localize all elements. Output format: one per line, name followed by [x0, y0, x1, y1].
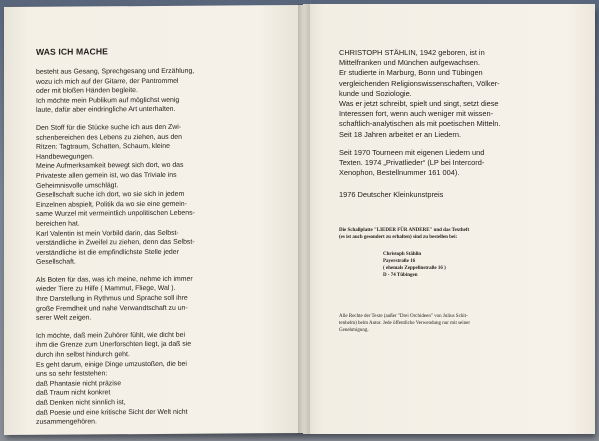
order-info: Die Schallplatte "LIEDER FÜR ANDERE" und das Textheft (es ist auch gesondert zu erhalten) sind zu bestellen bei: [339, 227, 470, 240]
right-page [303, 4, 595, 434]
paragraph-listener: Ich möchte, daß mein Zuhörer fühlt, wie dicht bei ihm die Grenze zum Unerforschten liegt, ja daß sie durch ihn selbst hindurch geht. Es geht darum, einige Dinge umzustoßen, die bei uns so sehr feststehen: daß Phantasie nicht präzise daß Traum nicht konkret daß Denken nicht sinnlich ist, daß Poesie und eine kritische Sicht der Welt nicht zusammengehören. [36, 331, 192, 427]
tours-paragraph: Seit 1970 Tourneen mit eigenen Liedern und Texten. 1974 „Privatlieder“ (LP bei Intercord- Xenophon, Bestellnummer 161 004). [339, 147, 485, 178]
section-heading: WAS ICH MACHE [36, 46, 108, 57]
rights-notice: Alle Rechte der Texte (außer "Drei Orchideen" von Julius Schit- tenhelm) beim Autor. Jede öffentliche Verwendung nur mit seiner Genehmigung. [339, 313, 471, 333]
paragraph-intro: besteht aus Gesang, Sprechgesang und Erzählung, wozu ich mich auf der Gitarre, der Pantrommel oder mit bloßen Händen begleite. Ich möchte mein Publikum auf möglichst wenig laute, dafür aber eindringliche Art unterhalten. [36, 67, 195, 115]
award-line: 1976 Deutscher Kleinkunstpreis [339, 190, 444, 200]
paragraph-animals: Als Boten für das, was ich meine, nehme ich immer wieder Tiere zu Hilfe ( Mammut, Fliege, Wal ). Ihre Darstellung in Rythmus und Sprache soll ihre große Fremdheit und nahe Verwandtschaft zu un- serer Welt zeigen. [36, 275, 193, 323]
booklet-spine [298, 4, 310, 434]
bio-paragraph: CHRISTOPH STÄHLIN, 1942 geboren, ist in Mittelfranken und München aufgewachsen. Er studierte in Marburg, Bonn und Tübingen vergleichenden Religionswissenschaften, Völker- kunde und Soziologie. Was er jetzt schreibt, spielt und singt, setzt diese Interessen fort, wenn auch weniger mit wissen- schaftlich-analytischen als mit poetischen Mitteln. Seit 18 Jahren arbeitet er an Liedern. [339, 48, 501, 139]
left-page [4, 5, 304, 435]
paragraph-material: Den Stoff für die Stücke suche ich aus den Zwi- schenbereichen des Lebens zu ziehen, aus den Ritzen: Tagtraum, Schatten, Schaum, kleine Handbewegungen. Meine Aufmerksamkeit bewegt sich dort, wo das Privateste allen gemein ist, wo das Triviale ins Geheimnisvolle umschlägt. Gesellschaft suche ich dort, wo sie sich in jedem Einzelnen abspielt, Politik da wo sie eine gemein- same Wurzel mit vermeintlich unpolitischen Lebens- bereichen hat. Karl Valentin ist mein Vorbild darin, das Selbst- verständliche in Zweifel zu ziehen, denn das Selbst- verständliche ist die empfindlichste Stelle jeder Gesellschaft. [36, 123, 195, 267]
address-block: Christoph Stählin Payerstraße 16 ( ehemals Zeppelinstraße 16 ) D - 74 Tübingen [383, 251, 446, 278]
